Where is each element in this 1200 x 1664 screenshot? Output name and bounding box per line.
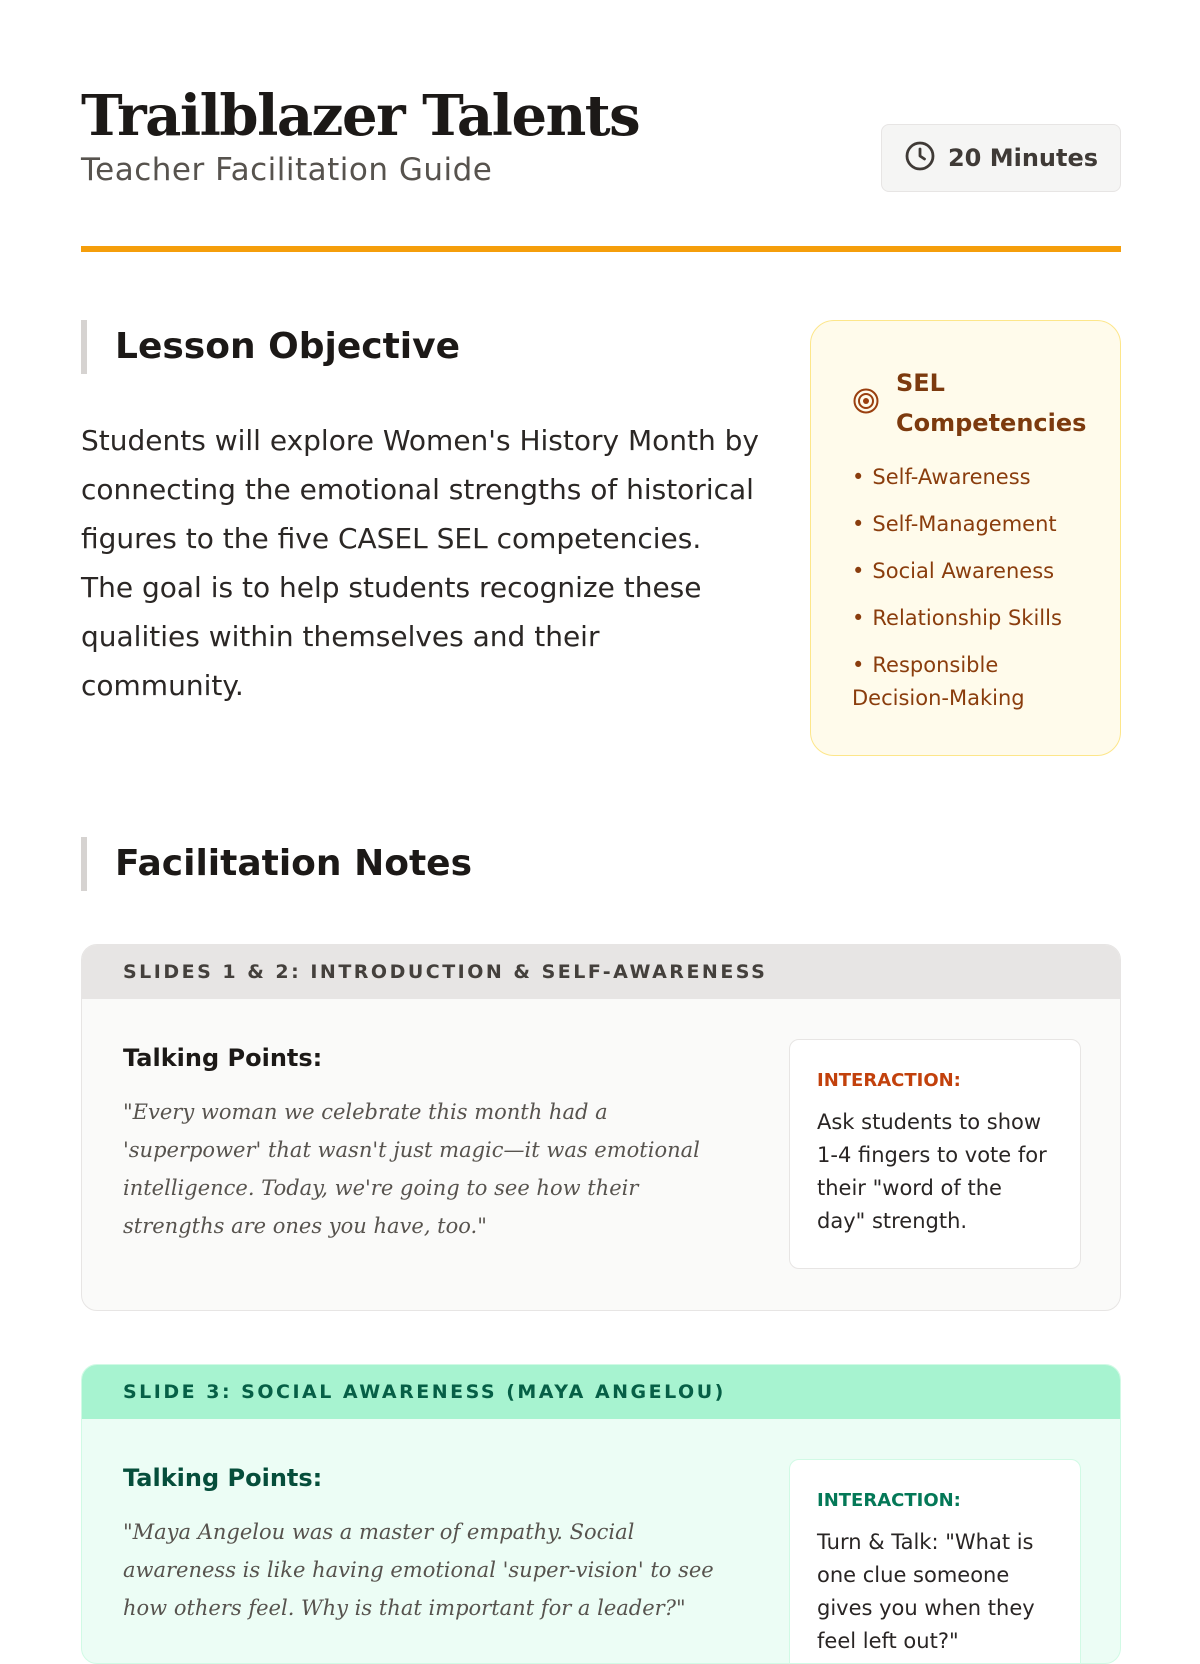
sel-competencies-card — [810, 320, 1121, 756]
interaction-label: INTERACTION: — [817, 1070, 961, 1091]
facilitation-guide-page — [81, 0, 1121, 1653]
slide-card-header: SLIDE 3: SOCIAL AWARENESS (MAYA ANGELOU) — [82, 1365, 1120, 1419]
sel-card-header — [852, 363, 1090, 443]
page-header — [81, 0, 1121, 254]
interaction-label: INTERACTION: — [817, 1490, 961, 1511]
header-divider — [81, 246, 1121, 252]
sel-item-responsible-decision-making: • Responsible Decision-Making — [852, 649, 1090, 715]
talking-points-quote: "Every woman we celebrate this month had a 'superpower' that wasn't just magic—it was emotional intelligence. Today, we're going to see how their strengths are ones you have, too." — [123, 1100, 700, 1238]
talking-points-label: Talking Points: — [123, 1464, 323, 1492]
page-title: Trailblazer Talents — [81, 83, 640, 149]
facilitation-notes-heading: Facilitation Notes — [81, 837, 472, 891]
target-icon — [852, 387, 880, 419]
talking-points-quote: "Maya Angelou was a master of empathy. Social awareness is like having emotional 'super-vision' to see how others feel. Why is that important for a leader?" — [123, 1520, 714, 1620]
slide-notes-card-social-awareness — [81, 1364, 1121, 1664]
interaction-text: Turn & Talk: "What is one clue someone gives you when they feel left out?" — [817, 1530, 1035, 1653]
page-subtitle: Teacher Facilitation Guide — [81, 152, 493, 188]
duration-badge — [881, 124, 1121, 192]
sel-item-relationship-skills: • Relationship Skills — [852, 602, 1090, 635]
clock-icon — [904, 140, 936, 176]
lesson-objective-text: Students will explore Women's History Month by connecting the emotional strengths of historical figures to the five CASEL SEL competencies. The goal is to help students recognize these qualities within themselves and their community. — [81, 424, 759, 702]
talking-points-label: Talking Points: — [123, 1044, 323, 1072]
interaction-text: Ask students to show 1-4 fingers to vote for their "word of the day" strength. — [817, 1110, 1047, 1233]
sel-card-title: SEL Competencies — [896, 369, 1087, 437]
sel-competency-list — [852, 461, 1090, 715]
duration-label: 20 Minutes — [947, 144, 1099, 172]
lesson-objective-heading: Lesson Objective — [81, 320, 460, 374]
sel-item-self-awareness: • Self-Awareness — [852, 461, 1090, 494]
sel-item-social-awareness: • Social Awareness — [852, 555, 1090, 588]
slide-notes-card-intro — [81, 944, 1121, 1311]
sel-item-self-management: • Self-Management — [852, 508, 1090, 541]
interaction-box — [789, 1459, 1081, 1664]
interaction-box — [789, 1039, 1081, 1269]
slide-card-header: SLIDES 1 & 2: INTRODUCTION & SELF-AWARENESS — [82, 945, 1120, 999]
